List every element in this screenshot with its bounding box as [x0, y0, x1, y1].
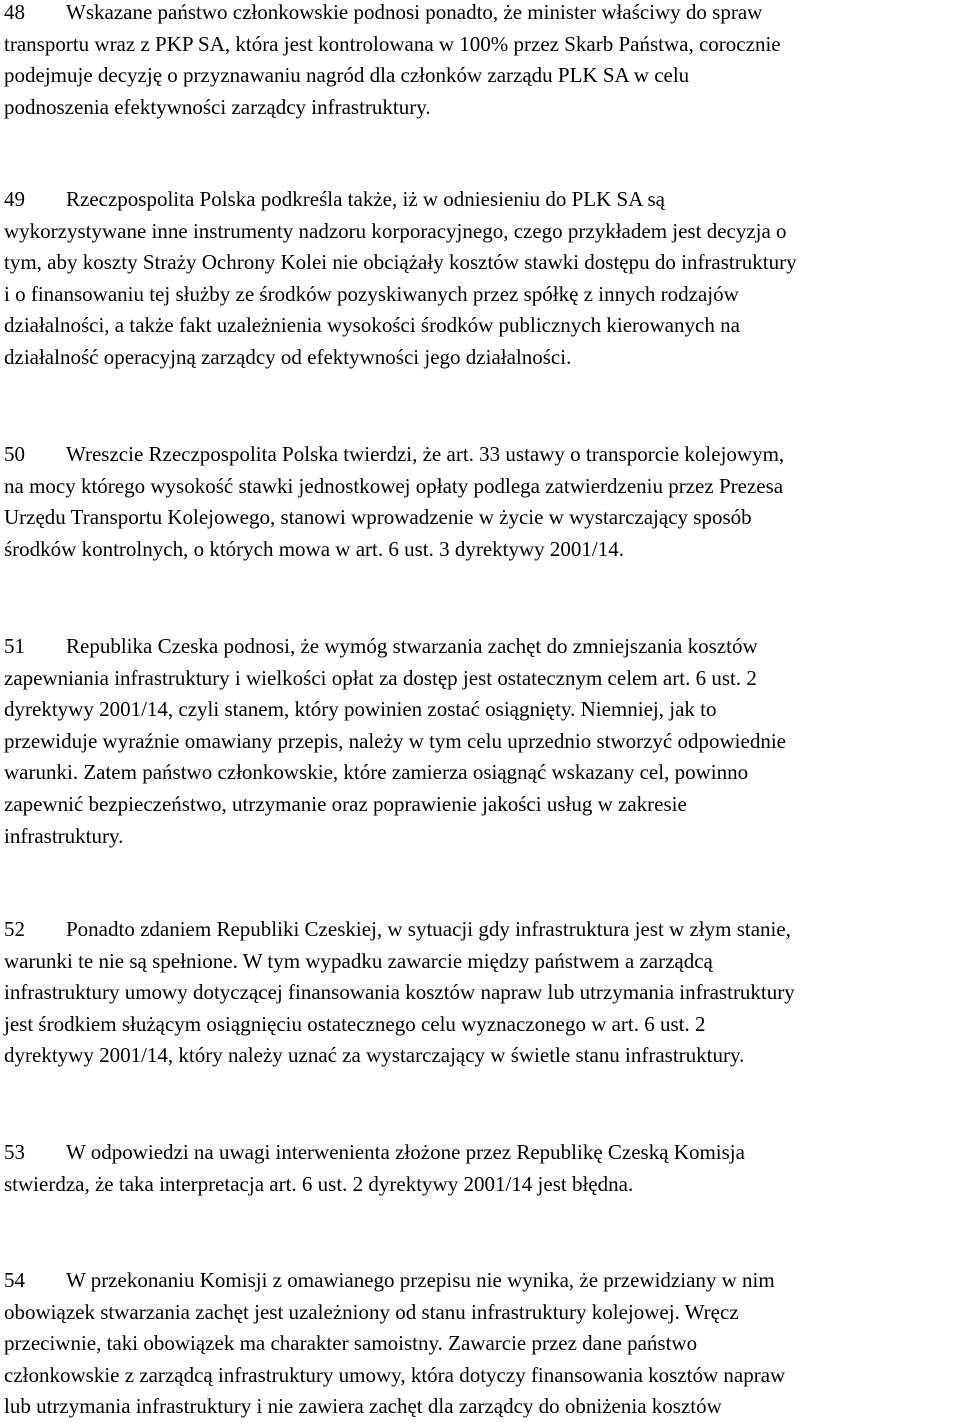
- paragraph-text: W odpowiedzi na uwagi interwenienta złożone przez Republikę Czeską Komisja: [66, 1140, 745, 1164]
- paragraph-52: [4, 914, 956, 1072]
- paragraph-line: obowiązek stwarzania zachęt jest uzależniony od stanu infrastruktury kolejowej. Wręcz: [4, 1299, 739, 1324]
- paragraph-line: tym, aby koszty Straży Ochrony Kolei nie obciążały kosztów stawki dostępu do infrastruktury: [4, 250, 797, 275]
- paragraph-line: [4, 1137, 956, 1169]
- paragraph-text: Wskazane państwo członkowskie podnosi ponadto, że minister właściwy do spraw: [66, 0, 763, 24]
- paragraph-line: podnoszenia efektywności zarządcy infrastruktury.: [4, 94, 431, 119]
- paragraph-line: zapewnić bezpieczeństwo, utrzymanie oraz poprawienie jakości usług w zakresie: [4, 791, 687, 816]
- paragraph-line: [4, 631, 956, 663]
- paragraph-number: 48: [4, 0, 25, 24]
- paragraph-line: przewiduje wyraźnie omawiany przepis, należy w tym celu uprzednio stworzyć odpowiednie: [4, 728, 786, 753]
- paragraph-line: środków kontrolnych, o których mowa w art. 6 ust. 3 dyrektywy 2001/14.: [4, 536, 625, 561]
- paragraph-line: jest środkiem służącym osiągnięciu ostatecznego celu wyznaczonego w art. 6 ust. 2: [4, 1011, 706, 1036]
- paragraph-number: 50: [4, 442, 25, 466]
- paragraph-text: W przekonaniu Komisji z omawianego przepisu nie wynika, że przewidziany w nim: [66, 1268, 775, 1292]
- paragraph-49: [4, 184, 956, 374]
- paragraph-text: Rzeczpospolita Polska podkreśla także, iż w odniesieniu do PLK SA są: [66, 187, 665, 211]
- paragraph-line: [4, 1265, 956, 1297]
- paragraph-line: [4, 439, 956, 471]
- paragraph-line: [4, 184, 956, 216]
- paragraph-line: na mocy którego wysokość stawki jednostkowej opłaty podlega zatwierdzeniu przez Prezesa: [4, 473, 784, 498]
- paragraph-line: transportu wraz z PKP SA, która jest kontrolowana w 100% przez Skarb Państwa, corocznie: [4, 31, 781, 56]
- paragraph-number: 53: [4, 1140, 25, 1164]
- paragraph-text: Wreszcie Rzeczpospolita Polska twierdzi, że art. 33 ustawy o transporcie kolejowym,: [66, 442, 785, 466]
- paragraph-line: zapewniania infrastruktury i wielkości opłat za dostęp jest ostatecznym celem art. 6 ust. 2: [4, 665, 757, 690]
- paragraph-line: podejmuje decyzję o przyznawaniu nagród dla członków zarządu PLK SA w celu: [4, 63, 690, 88]
- paragraph-line: dyrektywy 2001/14, czyli stanem, który powinien zostać osiągnięty. Niemniej, jak to: [4, 697, 717, 722]
- paragraph-51: [4, 631, 956, 852]
- paragraph-line: [4, 0, 956, 29]
- paragraph-line: lub utrzymania infrastruktury i nie zawiera zachęt dla zarządcy do obniżenia kosztów: [4, 1394, 722, 1419]
- paragraph-54: [4, 1265, 956, 1423]
- paragraph-line: infrastruktury umowy dotyczącej finansowania kosztów napraw lub utrzymania infrastruktury: [4, 980, 795, 1005]
- paragraph-line: przeciwnie, taki obowiązek ma charakter samoistny. Zawarcie przez dane państwo: [4, 1331, 698, 1356]
- paragraph-line: Urzędu Transportu Kolejowego, stanowi wprowadzenie w życie w wystarczający sposób: [4, 505, 752, 530]
- paragraph-line: warunki. Zatem państwo członkowskie, które zamierza osiągnąć wskazany cel, powinno: [4, 760, 749, 785]
- paragraph-line: infrastruktury.: [4, 823, 124, 848]
- paragraph-line: wykorzystywane inne instrumenty nadzoru korporacyjnego, czego przykładem jest decyzja o: [4, 218, 787, 243]
- paragraph-line: działalność operacyjną zarządcy od efektywności jego działalności.: [4, 344, 572, 369]
- paragraph-line: stwierdza, że taka interpretacja art. 6 ust. 2 dyrektywy 2001/14 jest błędna.: [4, 1171, 634, 1196]
- paragraph-number: 51: [4, 634, 25, 658]
- paragraph-line: dyrektywy 2001/14, który należy uznać za wystarczający w świetle stanu infrastruktury.: [4, 1043, 745, 1068]
- paragraph-line: członkowskie z zarządcą infrastruktury umowy, która dotyczy finansowania kosztów napraw: [4, 1362, 786, 1387]
- paragraph-line: działalności, a także fakt uzależnienia wysokości środków publicznych kierowanych na: [4, 313, 740, 338]
- paragraph-number: 54: [4, 1268, 25, 1292]
- paragraph-line: i o finansowaniu tej służby ze środków pozyskiwanych przez spółkę z innych rodzajów: [4, 281, 739, 306]
- paragraph-text: Republika Czeska podnosi, że wymóg stwarzania zachęt do zmniejszania kosztów: [66, 634, 758, 658]
- paragraph-48: [4, 0, 956, 123]
- paragraph-text: Ponadto zdaniem Republiki Czeskiej, w sytuacji gdy infrastruktura jest w złym stanie,: [66, 917, 791, 941]
- paragraph-53: [4, 1137, 956, 1200]
- paragraph-line: [4, 914, 956, 946]
- paragraph-number: 49: [4, 187, 25, 211]
- paragraph-number: 52: [4, 917, 25, 941]
- paragraph-line: warunki te nie są spełnione. W tym wypadku zawarcie między państwem a zarządcą: [4, 948, 713, 973]
- paragraph-50: [4, 439, 956, 565]
